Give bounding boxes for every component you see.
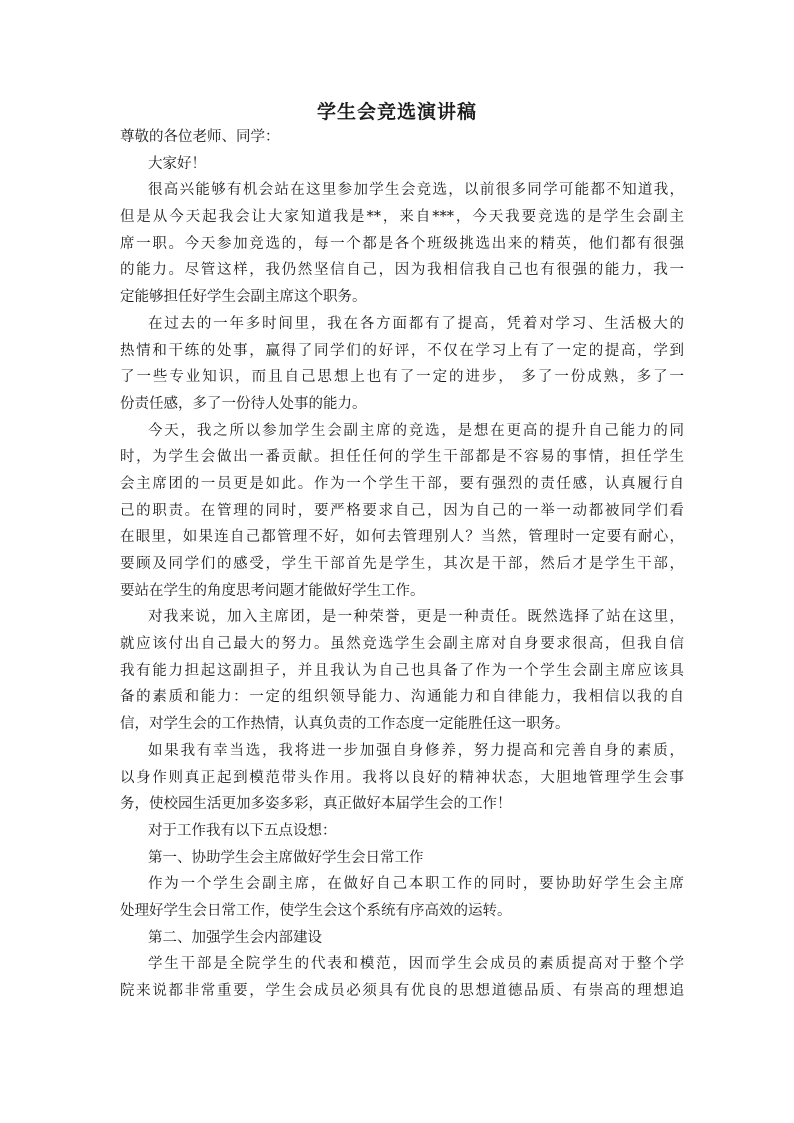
document-body bbox=[120, 124, 684, 1005]
text-line: 今天，我之所以参加学生会副主席的竞选，是想在更高的提升自己能力的同 bbox=[148, 422, 684, 439]
paragraph bbox=[120, 818, 684, 845]
text-line: 要站在学生的角度思考问题才能做好学生工作。 bbox=[120, 582, 425, 599]
paragraph bbox=[120, 871, 684, 924]
paragraph bbox=[120, 177, 684, 310]
text-line: 对我来说，加入主席团，是一种荣誉，更是一种责任。既然选择了站在这里， bbox=[148, 609, 684, 626]
paragraph bbox=[120, 738, 684, 818]
text-line: 很高兴能够有机会站在这里参加学生会竞选，以前很多同学可能都不知道我， bbox=[148, 182, 684, 199]
text-line: 大家好！ bbox=[148, 155, 206, 172]
text-line: 学生干部是全院学生的代表和模范，因而学生会成员的素质提高对于整个学 bbox=[148, 956, 684, 973]
text-line: 信，对学生会的工作热情，认真负责的工作态度一定能胜任这一职务。 bbox=[120, 716, 570, 733]
text-line: 第一、协助学生会主席做好学生会日常工作 bbox=[148, 849, 424, 866]
document-title: 学生会竞选演讲稿 bbox=[316, 101, 477, 123]
text-line: 己的职责。在管理的同时，要严格要求自己，因为自己的一举一动都被同学们看 bbox=[120, 502, 684, 519]
text-line: 我有能力担起这副担子，并且我认为自己也具备了作为一个学生会副主席应该具 bbox=[120, 662, 684, 679]
text-line: 在过去的一年多时间里，我在各方面都有了提高，凭着对学习、生活极大的 bbox=[148, 315, 684, 332]
text-line: 在眼里，如果连自己都管理不好，如何去管理别人？当然，管理时一定要有耐心， bbox=[120, 529, 684, 546]
text-line: 备的素质和能力：一定的组织领导能力、沟通能力和自律能力，我相信以我的自 bbox=[120, 689, 684, 706]
text-line: 份责任感，多了一份待人处事的能力。 bbox=[120, 395, 367, 412]
text-line: 作为一个学生会副主席，在做好自己本职工作的同时，要协助好学生会主席 bbox=[148, 876, 684, 893]
text-line: 尊敬的各位老师、同学： bbox=[120, 129, 280, 145]
paragraph bbox=[120, 604, 684, 737]
text-line: 以身作则真正起到模范带头作用。我将以良好的精神状态，大胆地管理学生会事 bbox=[120, 769, 684, 786]
paragraph bbox=[120, 418, 684, 605]
text-line: 如果我有幸当选，我将进一步加强自身修养，努力提高和完善自身的素质， bbox=[148, 742, 684, 759]
text-line: 但是从今天起我会让大家知道我是**，来自***，今天我要竞选的是学生会副主 bbox=[120, 209, 684, 226]
paragraph bbox=[120, 151, 684, 178]
text-line: 热情和干练的处事，赢得了同学们的好评，不仅在学习上有了一定的提高，学到 bbox=[120, 342, 684, 359]
text-line: 定能够担任好学生会副主席这个职务。 bbox=[120, 289, 367, 306]
text-line: 第二、加强学生会内部建设 bbox=[148, 929, 322, 946]
text-line: 席一职。今天参加竞选的，每一个都是各个班级挑选出来的精英，他们都有很强 bbox=[120, 235, 684, 252]
text-line: 对于工作我有以下五点设想： bbox=[148, 822, 337, 839]
text-line: 院来说都非常重要，学生会成员必须具有优良的思想道德品质、有崇高的理想追 bbox=[120, 983, 684, 999]
text-line: 务，使校园生活更加多姿多彩，真正做好本届学生会的工作！ bbox=[120, 796, 512, 813]
text-line: 时，为学生会做出一番贡献。担任任何的学生干部都是不容易的事情，担任学生 bbox=[120, 449, 684, 466]
text-line: 了一些专业知识，而且自己思想上也有了一定的进步， 多了一份成熟，多了一 bbox=[120, 369, 684, 386]
paragraph bbox=[120, 845, 684, 872]
paragraph bbox=[120, 925, 684, 952]
text-line: 的能力。尽管这样，我仍然坚信自己，因为我相信我自己也有很强的能力，我一 bbox=[120, 262, 684, 279]
paragraph bbox=[120, 951, 684, 1004]
text-line: 要顾及同学们的感受，学生干部首先是学生，其次是干部，然后才是学生干部， bbox=[120, 556, 684, 572]
text-line: 会主席团的一员更是如此。作为一个学生干部，要有强烈的责任感，认真履行自 bbox=[120, 475, 684, 492]
paragraph bbox=[120, 124, 684, 151]
text-line: 就应该付出自己最大的努力。虽然竞选学生会副主席对自身要求很高，但我自信 bbox=[120, 636, 684, 653]
text-line: 处理好学生会日常工作，使学生会这个系统有序高效的运转。 bbox=[120, 902, 512, 919]
paragraph bbox=[120, 311, 684, 418]
